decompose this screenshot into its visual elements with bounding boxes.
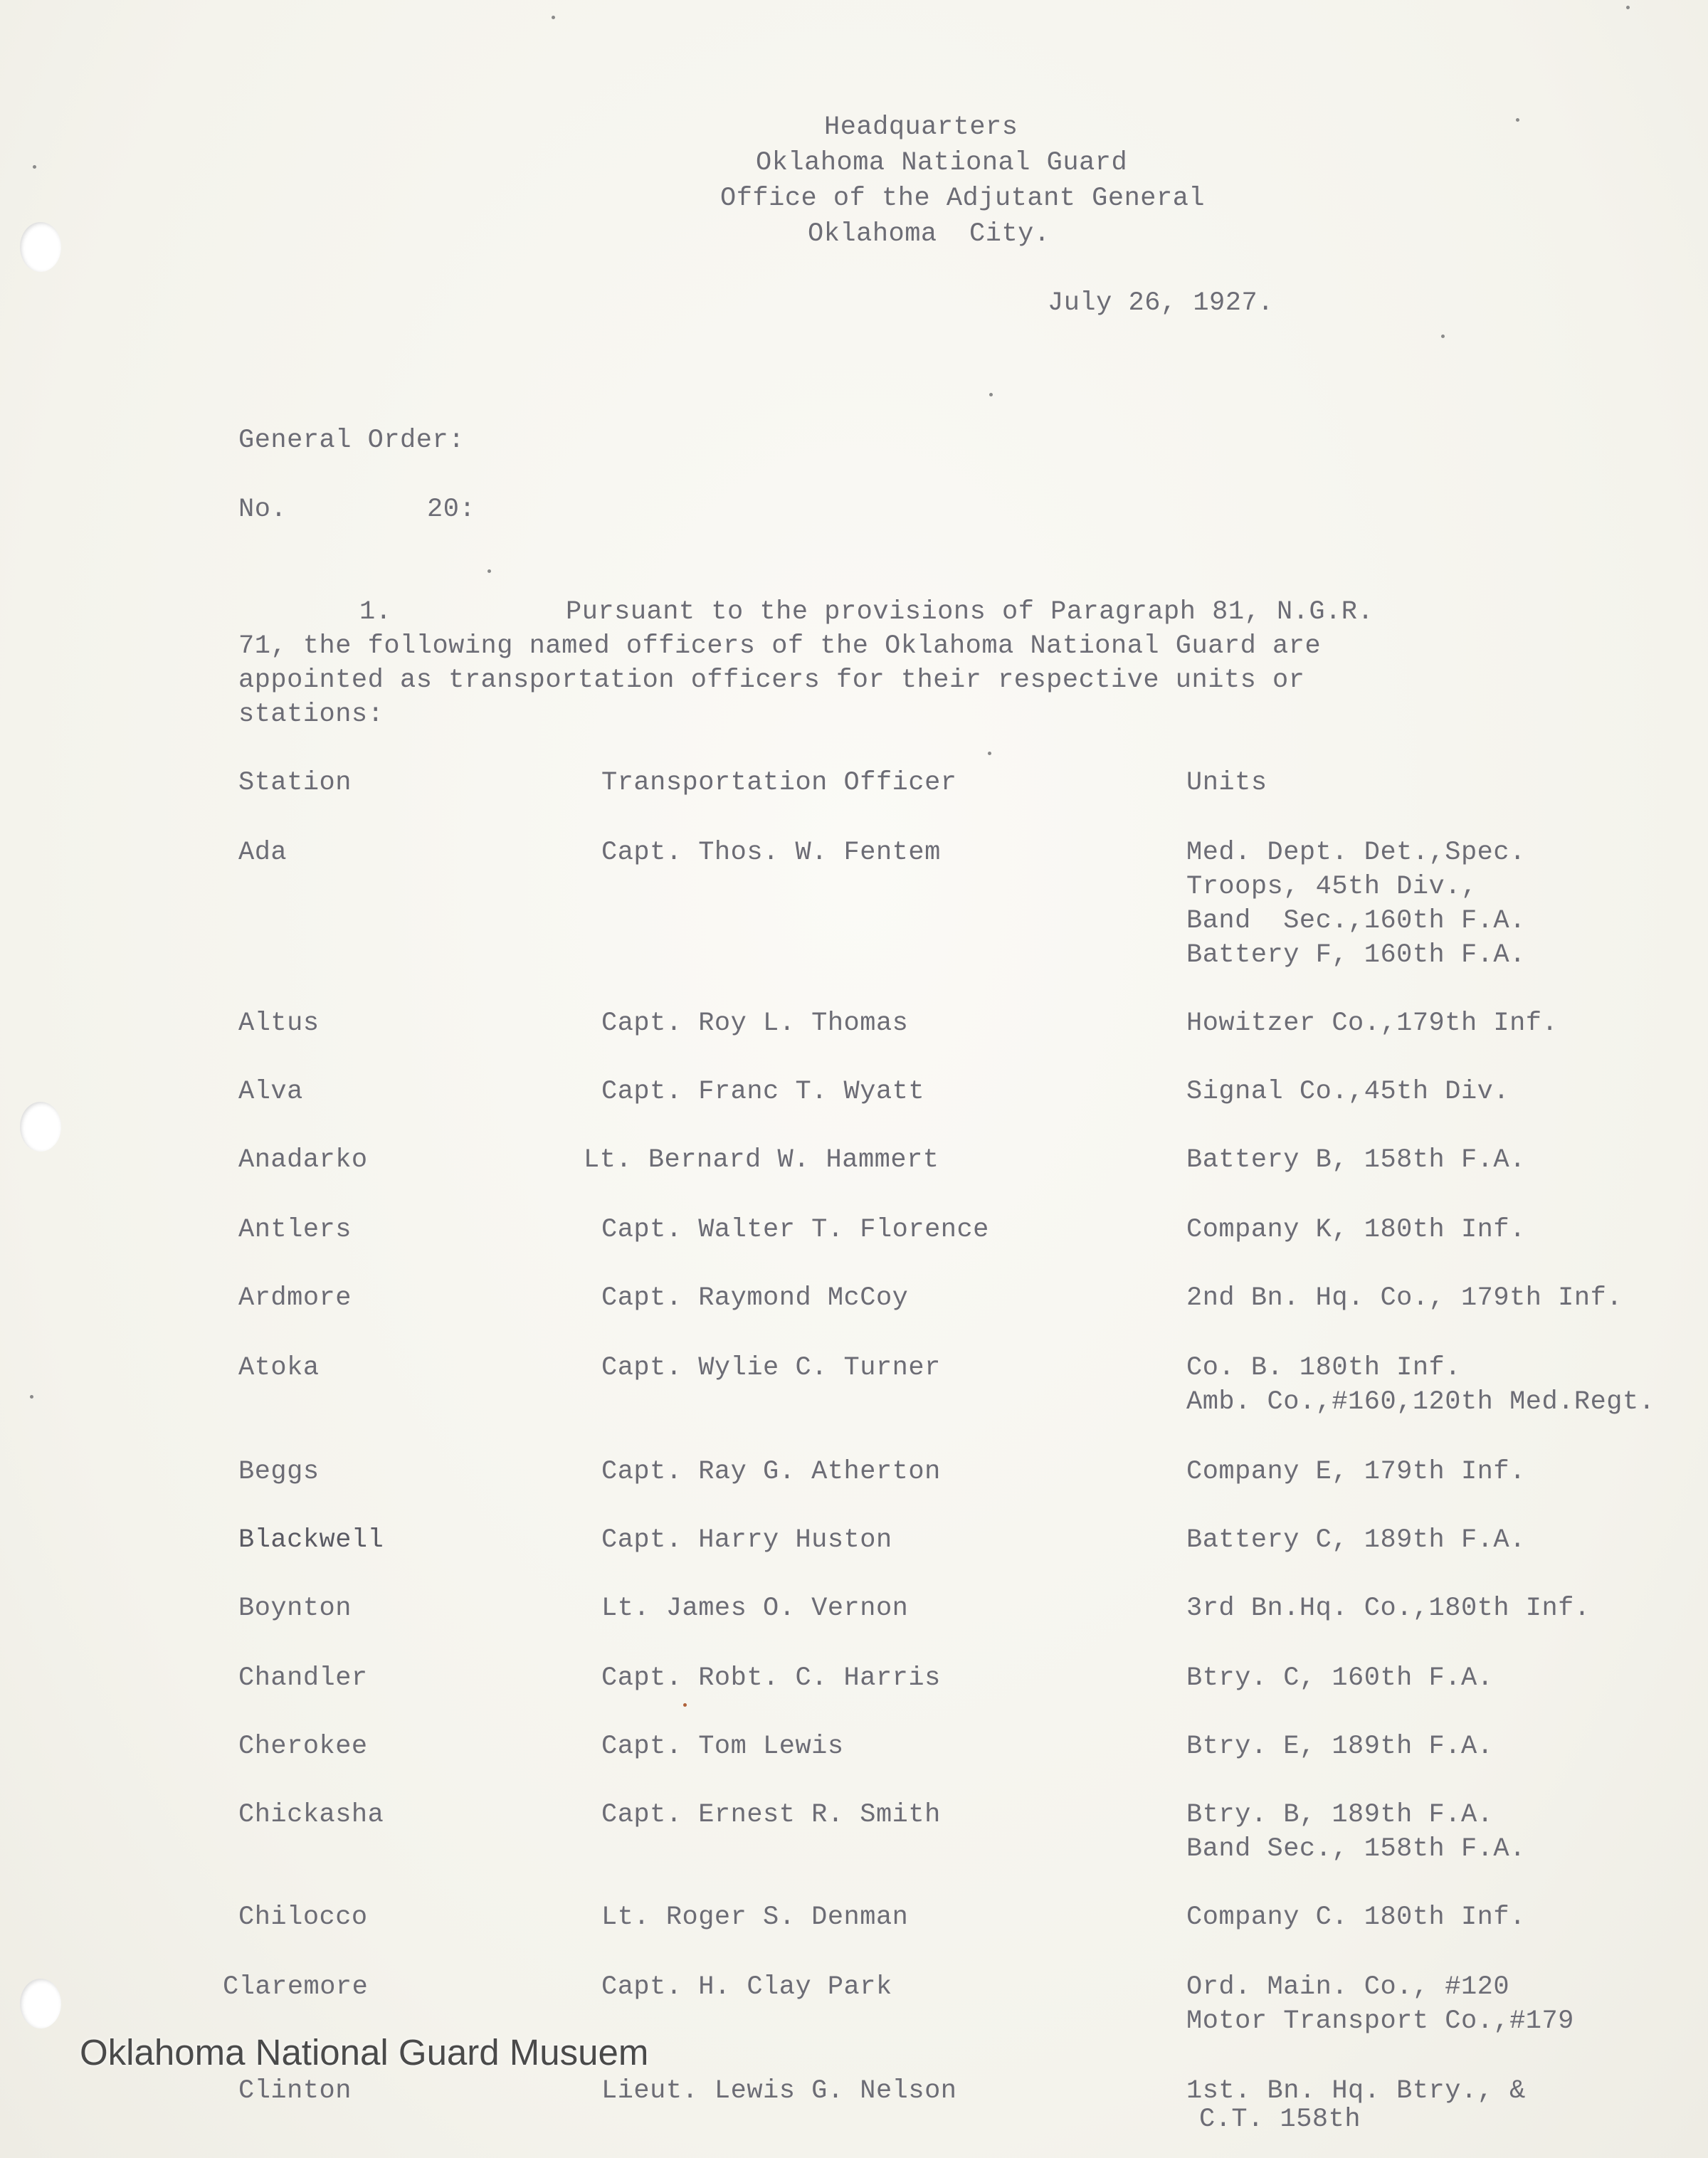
officer-cell: Capt. Raymond McCoy — [601, 1283, 909, 1313]
station-cell: Atoka — [238, 1353, 320, 1383]
paper-speck — [30, 1395, 33, 1399]
paragraph-line-2: 71, the following named officers of the Oklahoma National Guard are — [238, 631, 1322, 661]
units-cell: 3rd Bn.Hq. Co.,180th Inf. — [1186, 1594, 1591, 1623]
station-cell: Clinton — [238, 2076, 352, 2106]
units-cell: Company C. 180th Inf. — [1186, 1902, 1526, 1932]
officer-cell: Capt. Ray G. Atherton — [601, 1457, 941, 1487]
paper-speck — [989, 393, 993, 396]
officer-cell: Capt. Roy L. Thomas — [601, 1009, 909, 1038]
header-line-city: Oklahoma City. — [808, 219, 1050, 249]
column-header-officer: Transportation Officer — [601, 768, 957, 798]
paragraph-line-4: stations: — [238, 700, 384, 730]
station-cell: Chickasha — [238, 1800, 384, 1830]
paper-speck — [1441, 335, 1445, 338]
officer-cell: Capt. Thos. W. Fentem — [601, 838, 941, 868]
units-cell: Med. Dept. Det.,Spec. — [1186, 838, 1526, 868]
units-cell: Motor Transport Co.,#179 — [1186, 2006, 1574, 2036]
officer-cell: Lt. Bernard W. Hammert — [584, 1145, 939, 1175]
station-cell: Ardmore — [238, 1283, 352, 1313]
paper-speck — [487, 569, 491, 573]
units-cell: Battery B, 158th F.A. — [1186, 1145, 1526, 1175]
paper-speck — [988, 752, 991, 755]
header-line-organization: Oklahoma National Guard — [756, 148, 1128, 178]
paper-speck — [552, 16, 555, 19]
station-cell: Boynton — [238, 1594, 352, 1623]
paper-speck — [1626, 6, 1630, 9]
units-cell: Battery C, 189th F.A. — [1186, 1525, 1526, 1555]
station-cell: Antlers — [238, 1215, 352, 1245]
punch-hole-top — [20, 222, 61, 272]
officer-cell: Capt. Wylie C. Turner — [601, 1353, 941, 1383]
officer-cell: Lt. Roger S. Denman — [601, 1902, 909, 1932]
officer-cell: Capt. H. Clay Park — [601, 1972, 892, 2002]
general-order-label: General Order: — [238, 426, 465, 456]
officer-cell: Lieut. Lewis G. Nelson — [601, 2076, 957, 2106]
punch-hole-bottom — [20, 1979, 61, 2028]
document-date: July 26, 1927. — [1048, 288, 1274, 318]
officer-cell: Capt. Tom Lewis — [601, 1732, 844, 1762]
paragraph-line-3: appointed as transportation officers for their respective units or — [238, 665, 1305, 695]
units-cell: Signal Co.,45th Div. — [1186, 1077, 1510, 1107]
units-cell: Company K, 180th Inf. — [1186, 1215, 1526, 1245]
units-cell: Btry. E, 189th F.A. — [1186, 1732, 1494, 1762]
units-cell: 2nd Bn. Hq. Co., 179th Inf. — [1186, 1283, 1623, 1313]
paragraph-line-1: Pursuant to the provisions of Paragraph 81, N.G.R. — [566, 597, 1374, 627]
header-line-headquarters: Headquarters — [824, 112, 1018, 142]
station-cell: Chilocco — [238, 1902, 368, 1932]
column-header-station: Station — [238, 768, 352, 798]
units-cell: C.T. 158th — [1199, 2105, 1361, 2135]
header-line-office: Office of the Adjutant General — [720, 184, 1206, 214]
punch-hole-middle — [20, 1102, 61, 1152]
units-cell: Company E, 179th Inf. — [1186, 1457, 1526, 1487]
station-cell: Claremore — [223, 1972, 369, 2002]
units-cell: Btry. C, 160th F.A. — [1186, 1663, 1494, 1693]
station-cell: Alva — [238, 1077, 303, 1107]
paragraph-number: 1. — [359, 597, 392, 627]
units-cell: Co. B. 180th Inf. — [1186, 1353, 1461, 1383]
units-cell: Band Sec.,160th F.A. — [1186, 906, 1526, 936]
officer-cell: Capt. Walter T. Florence — [601, 1215, 989, 1245]
units-cell: Band Sec., 158th F.A. — [1186, 1834, 1526, 1864]
units-cell: 1st. Bn. Hq. Btry., & — [1186, 2076, 1526, 2106]
units-cell: Battery F, 160th F.A. — [1186, 940, 1526, 970]
units-cell: Howitzer Co.,179th Inf. — [1186, 1009, 1559, 1038]
paper-speck — [33, 165, 36, 169]
order-number: 20: — [427, 495, 476, 525]
units-cell: Amb. Co.,#160,120th Med.Regt. — [1186, 1387, 1655, 1417]
order-number-label: No. — [238, 495, 288, 525]
paper-speck — [683, 1703, 687, 1707]
station-cell: Altus — [238, 1009, 320, 1038]
units-cell: Ord. Main. Co., #120 — [1186, 1972, 1510, 2002]
column-header-units: Units — [1186, 768, 1267, 798]
officer-cell: Capt. Ernest R. Smith — [601, 1800, 941, 1830]
station-cell: Chandler — [238, 1663, 368, 1693]
station-cell: Ada — [238, 838, 288, 868]
officer-cell: Lt. James O. Vernon — [601, 1594, 909, 1623]
paper-speck — [1516, 118, 1519, 122]
units-cell: Troops, 45th Div., — [1186, 872, 1477, 902]
station-cell: Anadarko — [238, 1145, 368, 1175]
station-cell: Cherokee — [238, 1732, 368, 1762]
station-cell: Blackwell — [238, 1525, 384, 1555]
officer-cell: Capt. Franc T. Wyatt — [601, 1077, 925, 1107]
officer-cell: Capt. Harry Huston — [601, 1525, 892, 1555]
officer-cell: Capt. Robt. C. Harris — [601, 1663, 941, 1693]
museum-watermark: Oklahoma National Guard Musuem — [80, 2032, 649, 2073]
station-cell: Beggs — [238, 1457, 320, 1487]
units-cell: Btry. B, 189th F.A. — [1186, 1800, 1494, 1830]
